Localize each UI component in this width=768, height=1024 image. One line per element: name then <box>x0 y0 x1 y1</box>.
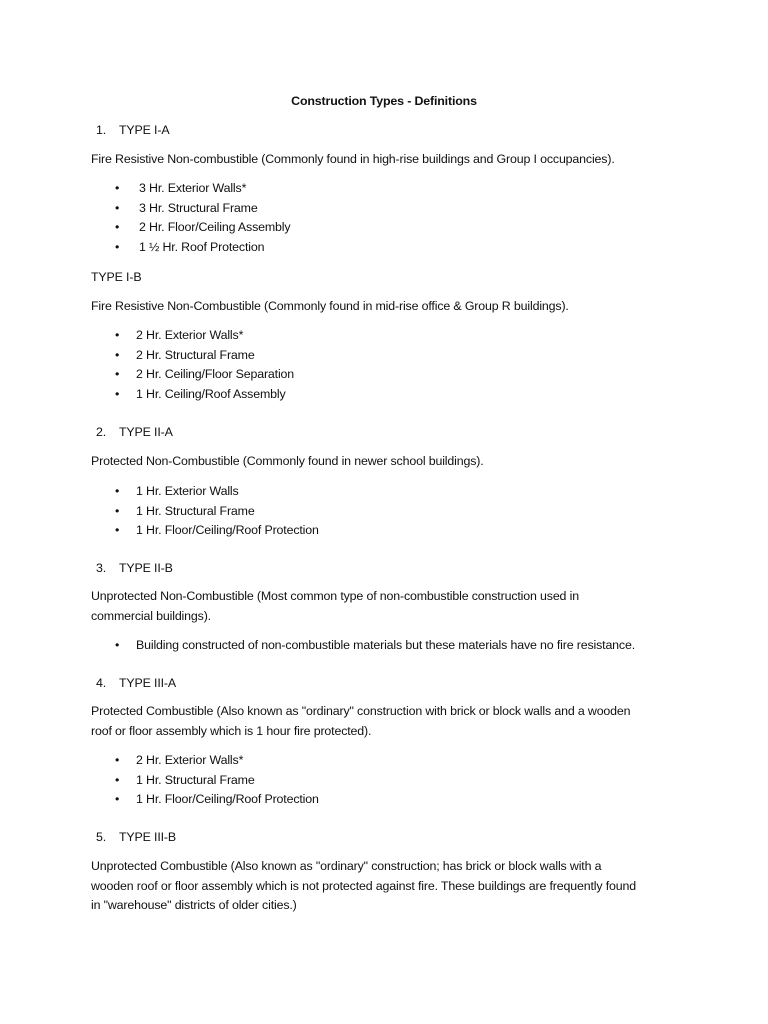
section-description-type-1b: Fire Resistive Non-Combustible (Commonly found in mid-rise office & Group R buildings). <box>91 299 569 313</box>
requirement-list-type-3a <box>91 751 319 810</box>
description-line: in "warehouse" districts of older cities.) <box>91 898 297 913</box>
section-number: 3. <box>96 561 107 575</box>
list-item: • 2 Hr. Structural Frame <box>91 346 294 366</box>
section-heading-type-2a <box>91 423 691 443</box>
requirement-list-type-2b <box>91 636 635 656</box>
bullet-icon: • <box>115 347 120 362</box>
description-line: wooden roof or floor assembly which is not protected against fire. These buildings are frequently found <box>91 878 636 893</box>
section-heading-text: TYPE III-A <box>119 676 177 690</box>
bullet-icon: • <box>115 523 120 538</box>
bullet-icon: • <box>115 181 120 195</box>
bullet-icon: • <box>115 200 120 215</box>
section-number: 2. <box>96 425 107 439</box>
list-item: • 1 Hr. Structural Frame <box>91 771 319 791</box>
section-number: 1. <box>96 123 107 137</box>
bullet-icon: • <box>115 484 120 498</box>
list-item: • 1 ½ Hr. Roof Protection <box>91 238 290 258</box>
section-heading-text: TYPE III-B <box>119 830 177 844</box>
requirement-list-type-1b <box>91 326 294 404</box>
description-line: commercial buildings). <box>91 608 211 623</box>
section-description-type-2a: Protected Non-Combustible (Commonly found in newer school buildings). <box>91 454 484 468</box>
section-description-type-2b <box>91 587 691 626</box>
bullet-icon: • <box>115 638 120 652</box>
section-number: 5. <box>96 830 107 844</box>
section-heading-type-2b <box>91 559 691 579</box>
list-item: • 2 Hr. Exterior Walls* <box>91 751 319 771</box>
list-item: • 1 Hr. Structural Frame <box>91 502 319 522</box>
bullet-icon: • <box>115 792 120 807</box>
list-item: • 1 Hr. Floor/Ceiling/Roof Protection <box>91 521 319 541</box>
section-description-type-1a: Fire Resistive Non-combustible (Commonly found in high-rise buildings and Group I occupancies). <box>91 152 615 166</box>
requirement-list-type-1a <box>91 179 290 257</box>
list-item: • 1 Hr. Exterior Walls <box>91 482 319 502</box>
bullet-icon: • <box>115 753 120 767</box>
section-heading-type-1b: TYPE I-B <box>91 270 142 284</box>
list-item: • 2 Hr. Exterior Walls* <box>91 326 294 346</box>
list-item: • 3 Hr. Structural Frame <box>91 199 290 219</box>
description-line: roof or floor assembly which is 1 hour fire protected). <box>91 723 372 738</box>
list-item: • 2 Hr. Ceiling/Floor Separation <box>91 365 294 385</box>
document-title: Construction Types - Definitions <box>291 94 477 108</box>
bullet-icon: • <box>115 503 120 518</box>
list-item: • Building constructed of non-combustible materials but these materials have no fire resistance. <box>91 636 635 656</box>
section-heading-text: TYPE I-A <box>119 123 170 137</box>
section-heading-type-3a <box>91 674 691 694</box>
list-item: • 1 Hr. Ceiling/Roof Assembly <box>91 385 294 405</box>
bullet-icon: • <box>115 367 120 382</box>
description-line: Protected Combustible (Also known as "ordinary" construction with brick or block walls and a wooden <box>91 704 631 718</box>
bullet-icon: • <box>115 328 120 342</box>
list-item: • 1 Hr. Floor/Ceiling/Roof Protection <box>91 790 319 810</box>
bullet-icon: • <box>115 772 120 787</box>
section-number: 4. <box>96 676 107 690</box>
section-heading-text: TYPE II-B <box>119 561 173 575</box>
bullet-icon: • <box>115 239 120 254</box>
description-line: Unprotected Non-Combustible (Most common type of non-combustible construction used in <box>91 589 579 603</box>
section-heading-type-1a <box>91 121 691 141</box>
section-description-type-3a <box>91 702 691 741</box>
bullet-icon: • <box>115 220 120 235</box>
section-description-type-3b <box>91 857 691 916</box>
section-heading-text: TYPE II-A <box>119 425 173 439</box>
description-line: Unprotected Combustible (Also known as "ordinary" construction; has brick or block walls with a <box>91 859 602 873</box>
requirement-list-type-2a <box>91 482 319 541</box>
bullet-icon: • <box>115 386 120 401</box>
list-item: • 3 Hr. Exterior Walls* <box>91 179 290 199</box>
list-item: • 2 Hr. Floor/Ceiling Assembly <box>91 218 290 238</box>
section-heading-type-3b <box>91 828 691 848</box>
